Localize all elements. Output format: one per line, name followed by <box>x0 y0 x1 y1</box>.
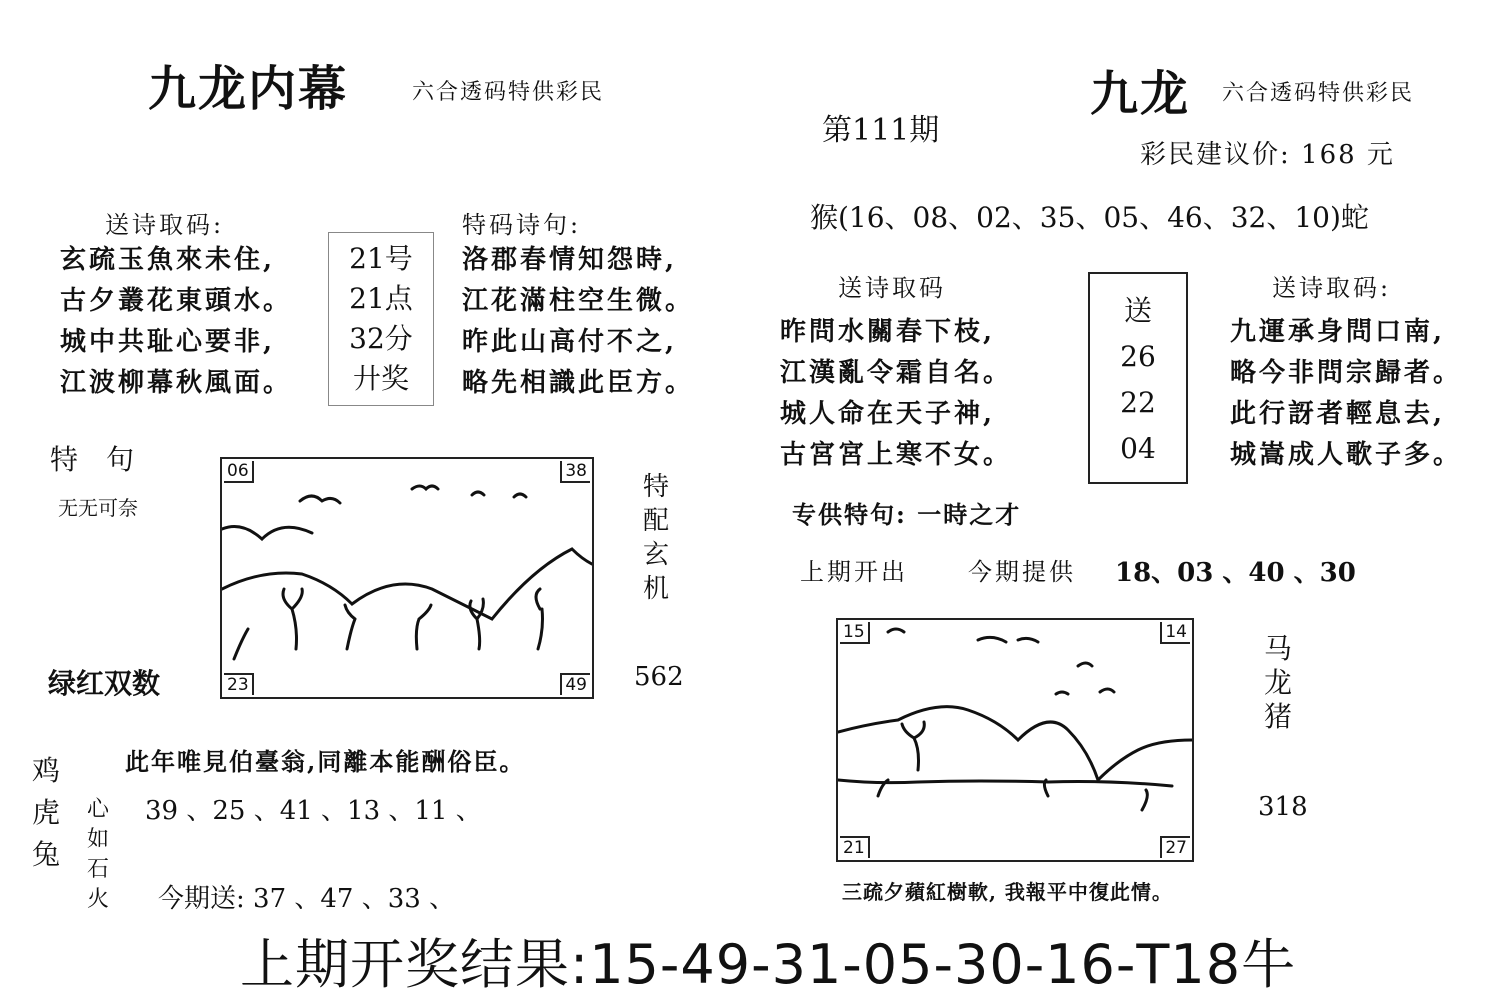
left-title: 九龙内幕 <box>148 61 349 117</box>
special-poem-header: 特码诗句: <box>462 211 582 239</box>
special-sentence: 专供特句: 一時之才 <box>792 500 1022 529</box>
sketch-corner-number: 27 <box>1160 836 1190 858</box>
landscape-sketch <box>838 620 1192 860</box>
poem-line: 略先相識此臣方。 <box>462 368 695 398</box>
vertical-char: 鸡 <box>31 754 60 787</box>
sketch-corner-number: 14 <box>1160 622 1190 644</box>
issue-number: 第111期 <box>822 113 940 148</box>
poem-line: 城嵩成人歌子多。 <box>1230 440 1463 470</box>
vertical-char: 配 <box>642 506 669 536</box>
left-center-box <box>328 232 434 406</box>
left-vertical-right <box>640 470 672 606</box>
vertical-char: 虎 <box>31 796 60 829</box>
poem-line: 江波柳幕秋風面。 <box>60 368 293 398</box>
special-poem <box>462 240 694 404</box>
right-title: 九龙 <box>1090 66 1191 122</box>
sketch-corner-number: 23 <box>224 673 254 695</box>
last-period-label: 上期开出 <box>800 558 908 586</box>
poem-line: 昨此山高付不之, <box>462 327 678 357</box>
right-vertical-right <box>1262 632 1294 734</box>
center-box-line: 送 <box>1123 294 1152 327</box>
left-sketch-frame <box>220 457 594 699</box>
right-subtitle: 六合透码特供彩民 <box>1222 81 1415 106</box>
left-subtitle: 六合透码特供彩民 <box>412 80 605 105</box>
poem-line: 玄疏玉魚來未住, <box>60 245 276 275</box>
poem-line: 城人命在天子神, <box>780 399 996 429</box>
vertical-char: 机 <box>642 574 669 604</box>
center-box-line: 32分 <box>349 322 413 355</box>
sketch-corner-number: 15 <box>840 622 870 644</box>
this-period-label: 今期提供 <box>968 558 1076 586</box>
right-poem-header-right: 送诗取码: <box>1272 274 1392 302</box>
line-poem: 此年唯見伯臺翁,同離本能酬俗臣。 <box>125 747 526 776</box>
poem-line: 洛郡春情知怨時, <box>462 245 678 275</box>
poem-line: 此行訝者輕息去, <box>1230 399 1446 429</box>
center-box-line: 22 <box>1120 386 1156 419</box>
right-sketch-frame <box>836 618 1194 862</box>
right-poem-right <box>1230 312 1462 476</box>
last-result: 上期开奖结果:15-49-31-05-30-16-T18牛 <box>240 933 1297 996</box>
poem-line: 江花滿柱空生微。 <box>462 286 695 316</box>
vertical-char: 龙 <box>1263 666 1292 699</box>
left-poem-header: 送诗取码: <box>105 211 225 239</box>
poem-line: 昨問水關春下枝, <box>780 317 996 347</box>
center-box-line: 04 <box>1120 432 1156 465</box>
center-box-line: 26 <box>1120 340 1156 373</box>
vertical-char: 特 <box>642 472 669 502</box>
vertical-char: 石 <box>86 857 109 882</box>
zodiac-vertical <box>30 750 62 876</box>
color-hint: 绿红双数 <box>48 667 161 700</box>
poem-line: 古夕叢花東頭水。 <box>60 286 293 316</box>
sketch-corner-number: 49 <box>560 673 590 695</box>
right-number-right: 318 <box>1258 792 1308 822</box>
landscape-sketch <box>222 459 592 697</box>
vertical-char: 兔 <box>31 838 60 871</box>
center-box-line: 21号 <box>349 242 413 275</box>
right-center-box <box>1088 272 1188 484</box>
vertical-char: 心 <box>86 797 109 822</box>
sketch-corner-number: 21 <box>840 836 870 858</box>
vertical-char: 猪 <box>1263 700 1292 733</box>
zodiac-line: 猴(16、08、02、35、05、46、32、10)蛇 <box>810 201 1369 234</box>
te-ju-label: 特 句 <box>50 443 135 476</box>
left-poem <box>60 240 292 404</box>
te-ju-text: 无无可奈 <box>58 496 138 520</box>
poem-line: 略今非問宗歸者。 <box>1230 358 1463 388</box>
left-number-right: 562 <box>634 662 684 692</box>
poem-line: 江漢亂令霜自名。 <box>780 358 1013 388</box>
numbers-line: 39 、25 、41 、13 、11 、 <box>145 796 482 826</box>
center-box-line: 21点 <box>349 282 413 315</box>
poem-line: 城中共耻心要非, <box>60 327 276 357</box>
heart-vertical <box>82 795 114 915</box>
right-poem-left <box>780 312 1012 476</box>
right-poem-header-left: 送诗取码 <box>838 274 946 302</box>
right-caption: 三疏夕蘋紅樹軟, 我報平中復此情。 <box>842 880 1173 904</box>
vertical-char: 火 <box>86 887 109 912</box>
vertical-char: 如 <box>86 827 109 852</box>
center-box-line: 廾奖 <box>352 362 409 395</box>
vertical-char: 马 <box>1263 632 1292 665</box>
poem-line: 九運承身問口南, <box>1230 317 1446 347</box>
poem-line: 古宮宮上寒不女。 <box>780 440 1013 470</box>
price: 彩民建议价: 168 元 <box>1140 140 1395 170</box>
vertical-char: 玄 <box>642 540 669 570</box>
send-line: 今期送: 37 、47 、33 、 <box>158 884 456 914</box>
sketch-corner-number: 38 <box>560 461 590 483</box>
sketch-corner-number: 06 <box>224 461 254 483</box>
this-period-numbers: 18、03 、40 、30 <box>1115 558 1356 588</box>
